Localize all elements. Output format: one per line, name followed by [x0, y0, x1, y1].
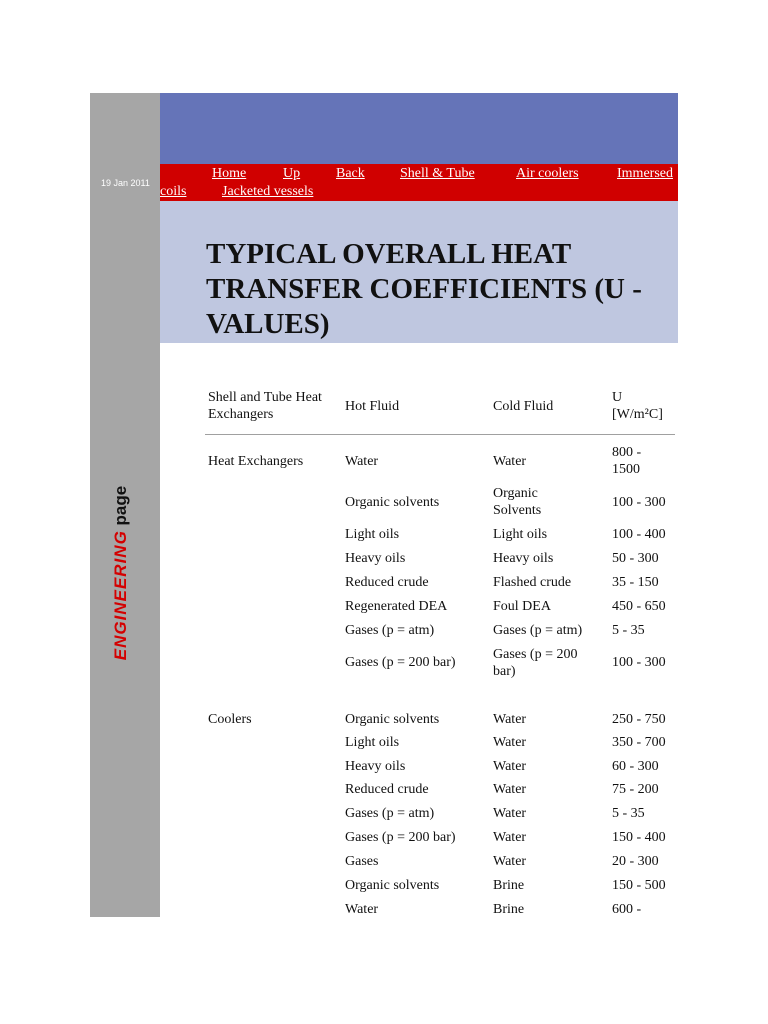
table-row-category: Coolers [208, 712, 252, 727]
table-row-hot-fluid: Heavy oils [345, 551, 406, 566]
nav-link-up[interactable]: Up [283, 166, 301, 181]
update-date: 19 Jan 2011 [101, 178, 150, 188]
table-row-cold-fluid: Heavy oils [493, 551, 554, 566]
table-row-hot-fluid: Organic solvents [345, 495, 440, 510]
nav-link-air-coolers[interactable]: Air coolers [516, 166, 579, 181]
table-row-hot-fluid: Gases (p = atm) [345, 623, 435, 638]
table-row-hot-fluid: Light oils [345, 527, 400, 542]
table-row-category: Heat Exchangers [208, 454, 304, 469]
table-row-u-value: 150 - 500 [612, 878, 666, 893]
table-row-hot-fluid: Reduced crude [345, 782, 429, 797]
table-row-cold-fluid: Water [493, 782, 527, 797]
table-row-hot-fluid: Organic solvents [345, 878, 440, 893]
table-row-u-value: 75 - 200 [612, 782, 659, 797]
table-row-hot-fluid: Gases (p = 200 bar) [345, 830, 456, 845]
table-row-cold-fluid: Brine [493, 878, 525, 893]
table-row-cold-fluid: Water [493, 454, 527, 469]
table-row-cold-fluid: Water [493, 712, 527, 727]
table-row-hot-fluid: Light oils [345, 735, 400, 750]
table-row-hot-fluid: Gases (p = 200 bar) [345, 655, 456, 670]
table-row-cold-fluid: Gases (p = 200 bar) [493, 647, 578, 679]
header-cold-fluid: Cold Fluid [493, 399, 554, 414]
table-row-u-value: 250 - 750 [612, 712, 666, 727]
table-row-cold-fluid: Water [493, 735, 527, 750]
table-row-cold-fluid: Water [493, 830, 527, 845]
table-row-u-value: 450 - 650 [612, 599, 666, 614]
nav-link-jacketed-vessels[interactable]: Jacketed vessels [222, 184, 314, 199]
nav-link-coils[interactable]: coils [160, 184, 187, 199]
table-row-u-value: 5 - 35 [612, 623, 645, 638]
table-row-cold-fluid: Light oils [493, 527, 548, 542]
table-row-u-value: 35 - 150 [612, 575, 659, 590]
nav-link-back[interactable]: Back [336, 166, 365, 181]
table-row-u-value: 350 - 700 [612, 735, 666, 750]
page-title: TYPICAL OVERALL HEAT TRANSFER COEFFICIENTS (U - VALUES) [206, 238, 642, 340]
table-row-hot-fluid: Reduced crude [345, 575, 429, 590]
table-row-hot-fluid: Heavy oils [345, 759, 406, 774]
table-row-u-value: 100 - 300 [612, 655, 666, 670]
table-row-u-value: 60 - 300 [612, 759, 659, 774]
header-u-label: U [612, 390, 623, 405]
header-divider [205, 434, 675, 435]
table-row-cold-fluid: Foul DEA [493, 599, 551, 614]
logo-brand-text: ENGINEERING [111, 530, 130, 661]
logo-suffix-text: page [111, 485, 130, 526]
table-row-u-value: 100 - 300 [612, 495, 666, 510]
table-row-hot-fluid: Gases [345, 854, 379, 869]
nav-link-home[interactable]: Home [212, 166, 247, 181]
header-u-unit: [W/m²C] [612, 407, 663, 422]
table-row-cold-fluid: Water [493, 854, 527, 869]
table-row-hot-fluid: Regenerated DEA [345, 599, 448, 614]
header-hot-fluid: Hot Fluid [345, 399, 400, 414]
nav-link-immersed[interactable]: Immersed [617, 166, 673, 181]
table-row-u-value: 800 - 1500 [612, 445, 642, 477]
table-row-cold-fluid: Gases (p = atm) [493, 623, 583, 638]
table-row-hot-fluid: Organic solvents [345, 712, 440, 727]
table-row-u-value: 5 - 35 [612, 806, 645, 821]
table-row-u-value: 100 - 400 [612, 527, 666, 542]
table-row-cold-fluid: Water [493, 806, 527, 821]
table-row-cold-fluid: Brine [493, 902, 525, 917]
table-row-hot-fluid: Gases (p = atm) [345, 806, 435, 821]
table-row-u-value: 20 - 300 [612, 854, 659, 869]
table-row-cold-fluid: Organic Solvents [493, 486, 542, 518]
table-row-u-value: 150 - 400 [612, 830, 666, 845]
header-exchanger-type: Shell and Tube Heat Exchangers [208, 390, 322, 422]
nav-link-shell-tube[interactable]: Shell & Tube [400, 166, 475, 181]
table-row-u-value: 600 - [612, 902, 642, 917]
table-row-hot-fluid: Water [345, 902, 379, 917]
table-row-cold-fluid: Water [493, 759, 527, 774]
table-row-cold-fluid: Flashed crude [493, 575, 572, 590]
table-row-hot-fluid: Water [345, 454, 379, 469]
table-row-u-value: 50 - 300 [612, 551, 659, 566]
